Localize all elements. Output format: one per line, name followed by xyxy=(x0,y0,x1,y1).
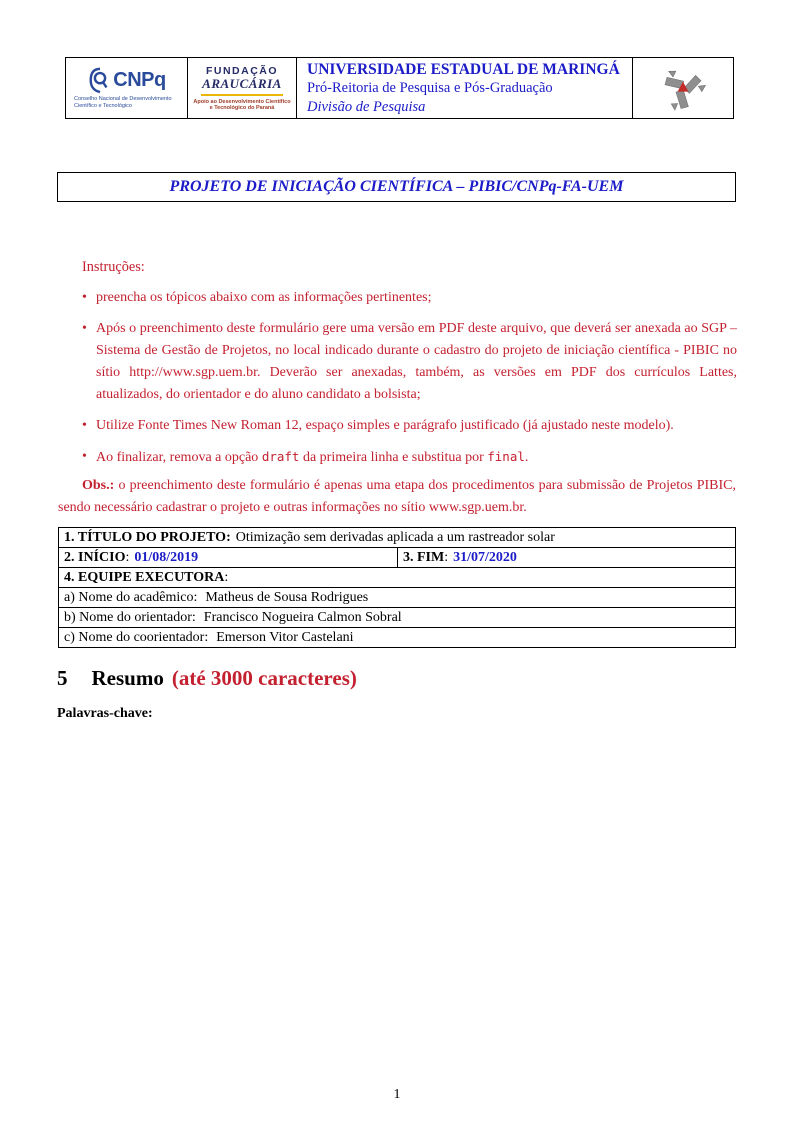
fundacao-araucaria-logo xyxy=(188,58,297,118)
university-name: UNIVERSIDADE ESTADUAL DE MARINGÁ xyxy=(307,60,620,78)
cnpq-head-icon xyxy=(87,66,113,94)
row-academico xyxy=(59,588,736,608)
cell-orientador xyxy=(59,608,736,628)
instruction-text-2: Após o preenchimento deste formulário gere uma versão em PDF deste arquivo, que deverá ser anexada ao SGP – Sistema de Gestão de Projetos, no local indicado durante o cadastro do projeto de iniciação científica - PIBIC no sítio http://www.sgp.uem.br. Deverão ser anexadas, também, as versões em PDF dos currículos Lattes, atualizados, do orientador e do aluno candidato a bolsista; xyxy=(96,321,737,402)
row-datas xyxy=(59,548,736,568)
fim-sep: : xyxy=(444,549,449,565)
inicio-sep: : xyxy=(125,549,130,565)
instruction-item-2 xyxy=(82,318,737,406)
cell-inicio xyxy=(59,548,398,568)
coorientador-value: Emerson Vitor Castelani xyxy=(216,629,354,645)
uem-logo xyxy=(633,58,733,118)
academico-value: Matheus de Sousa Rodrigues xyxy=(205,589,369,605)
instruction-text-4-post: . xyxy=(524,450,529,465)
academico-label: a) Nome do acadêmico: xyxy=(64,589,198,605)
section-char-limit: (até 3000 caracteres) xyxy=(171,666,357,690)
fa-underline-bar xyxy=(201,94,283,96)
coorientador-label: c) Nome do coorientador: xyxy=(64,629,209,645)
cell-fim xyxy=(398,548,736,568)
project-info-table xyxy=(58,527,736,648)
instruction-item-1 xyxy=(82,287,737,309)
university-office: Pró-Reitoria de Pesquisa e Pós-Graduação xyxy=(307,79,553,96)
obs-note xyxy=(58,475,736,519)
instructions-block xyxy=(82,256,737,478)
fa-wordmark-line2: ARAUCÁRIA xyxy=(202,75,282,91)
fa-caption-line1: Apoio ao Desenvolvimento Científico xyxy=(193,98,291,105)
obs-label: Obs.: xyxy=(82,478,115,493)
instruction-item-4 xyxy=(82,446,737,469)
titulo-value: Otimização sem derivadas aplicada a um rastreador solar xyxy=(235,529,555,545)
equipe-label: 4. EQUIPE EXECUTORA xyxy=(64,569,225,585)
cnpq-caption-line1: Conselho Nacional de Desenvolvimento xyxy=(74,96,172,102)
cell-titulo xyxy=(59,528,736,548)
cnpq-logo xyxy=(66,58,188,118)
cell-academico xyxy=(59,588,736,608)
section-title: Resumo xyxy=(91,666,164,690)
fa-wordmark-line1: FUNDAÇÃO xyxy=(205,64,279,77)
row-coorientador xyxy=(59,628,736,648)
instructions-heading: Instruções: xyxy=(82,259,145,275)
keywords-label: Palavras-chave: xyxy=(57,706,153,721)
instruction-text-3: Utilize Fonte Times New Roman 12, espaço simples e parágrafo justificado (já ajustado neste modelo). xyxy=(96,418,674,433)
page-number: 1 xyxy=(393,1087,401,1102)
inicio-label: 2. INÍCIO xyxy=(64,549,126,565)
row-orientador xyxy=(59,608,736,628)
code-draft: draft xyxy=(261,449,300,464)
cnpq-logo-row xyxy=(87,66,165,94)
code-final: final xyxy=(487,449,525,464)
equipe-sep: : xyxy=(224,569,229,585)
orientador-value: Francisco Nogueira Calmon Sobral xyxy=(203,609,402,625)
cnpq-caption-line2: Científico e Tecnológico xyxy=(74,103,132,109)
document-header xyxy=(65,57,734,119)
cnpq-caption xyxy=(68,96,185,110)
row-equipe xyxy=(59,568,736,588)
instructions-list xyxy=(82,287,737,469)
fim-date: 31/07/2020 xyxy=(453,549,517,565)
cnpq-wordmark: CNPq xyxy=(113,68,166,91)
instruction-text-1: preencha os tópicos abaixo com as informações pertinentes; xyxy=(96,290,432,305)
instruction-text-4-pre: Ao finalizar, remova a opção xyxy=(96,450,262,465)
row-titulo xyxy=(59,528,736,548)
cell-equipe xyxy=(59,568,736,588)
uem-logo-icon xyxy=(656,61,710,115)
inicio-date: 01/08/2019 xyxy=(134,549,199,565)
fa-caption-line2: e Tecnológico do Paraná xyxy=(209,105,275,111)
fim-label: 3. FIM xyxy=(403,549,445,565)
project-title-banner: PROJETO DE INICIAÇÃO CIENTÍFICA – PIBIC/CNPq-FA-UEM xyxy=(57,172,736,202)
orientador-label: b) Nome do orientador: xyxy=(64,609,196,625)
section-number: 5 xyxy=(57,666,68,690)
cell-coorientador xyxy=(59,628,736,648)
university-division: Divisão de Pesquisa xyxy=(307,98,426,115)
instruction-item-3 xyxy=(82,415,737,437)
instruction-text-4-mid: da primeira linha e substitua por xyxy=(299,450,488,465)
titulo-label: 1. TÍTULO DO PROJETO: xyxy=(64,529,231,545)
section-5-heading xyxy=(57,666,357,691)
university-header-text xyxy=(297,58,633,118)
obs-text: o preenchimento deste formulário é apenas uma etapa dos procedimentos para submissão de Projetos PIBIC, sendo necessário cadastrar o projeto e outras informações no sítio www.sgp.uem.br. xyxy=(58,478,736,515)
